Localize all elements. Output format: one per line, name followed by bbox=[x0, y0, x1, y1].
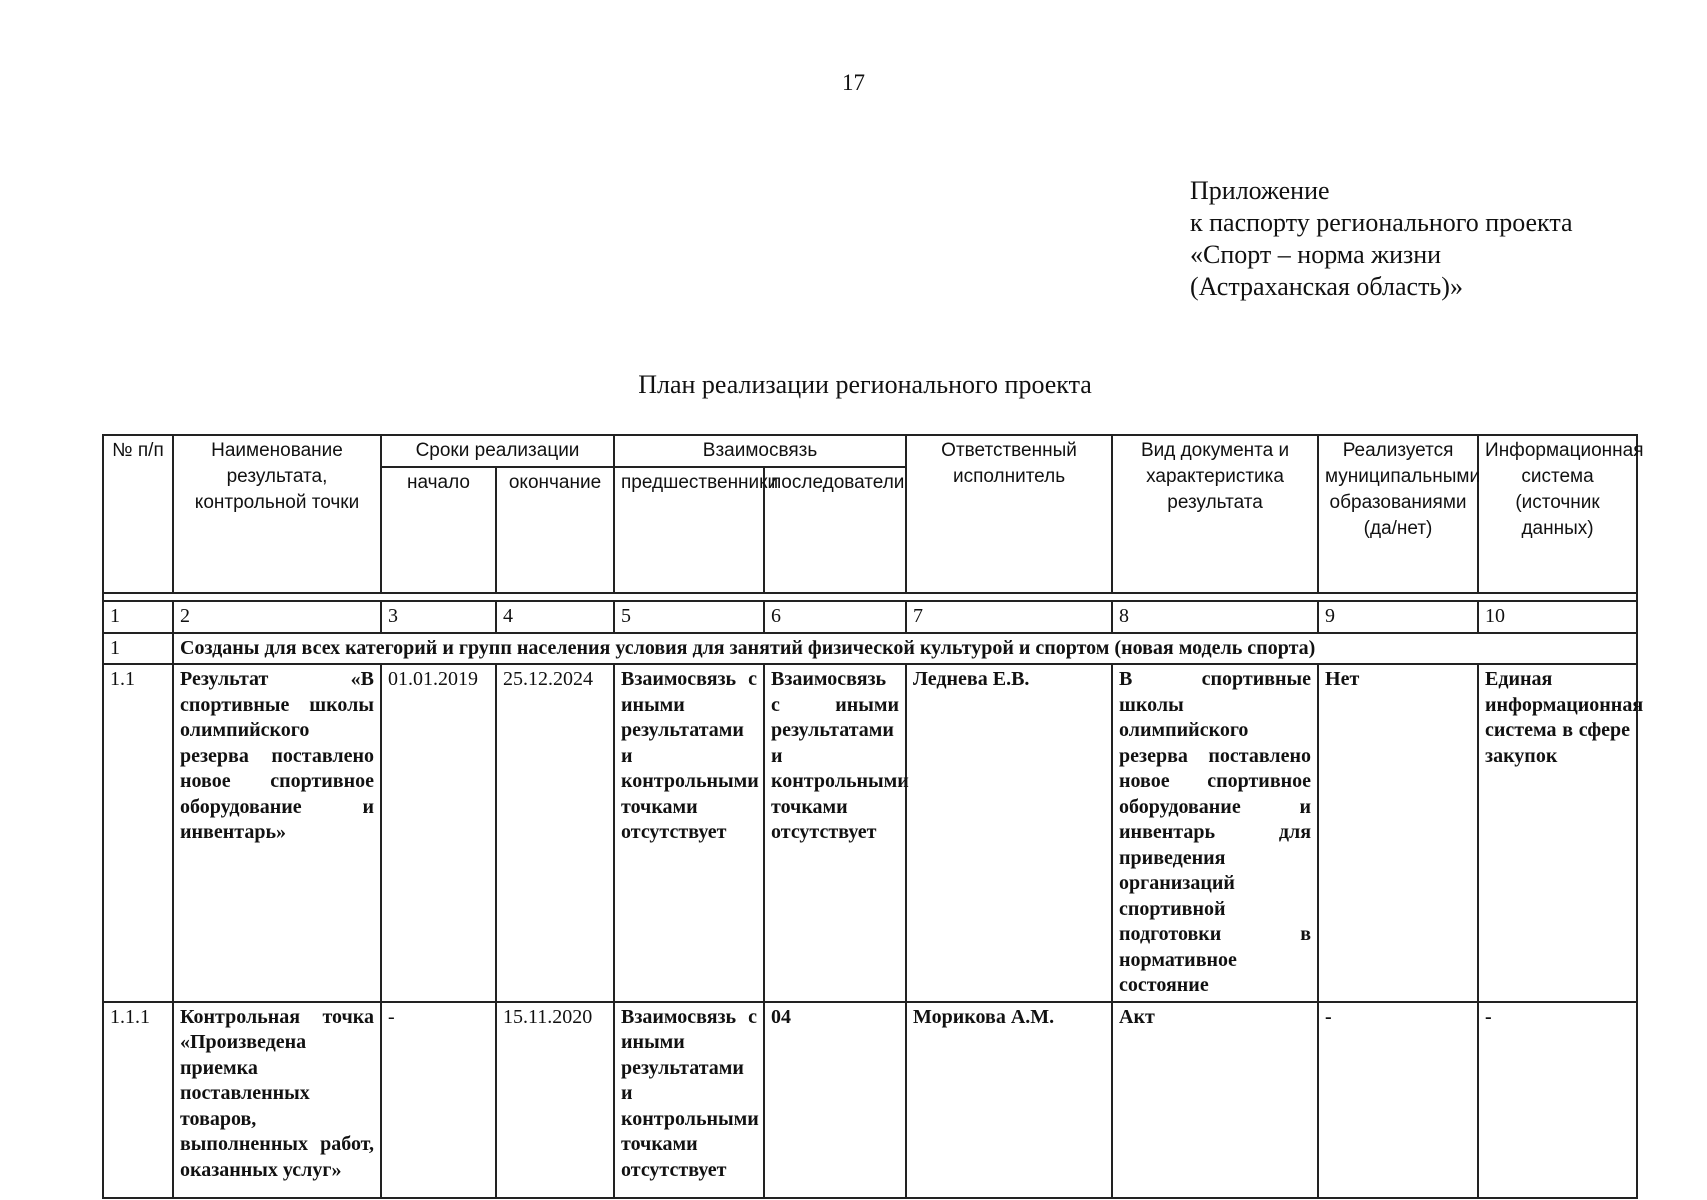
header-name: Наименование результата, контрольной точки bbox=[173, 435, 381, 593]
header-predecessors: предшественники bbox=[614, 467, 764, 593]
row-doc-type: Акт bbox=[1112, 1002, 1318, 1198]
section-num: 1 bbox=[103, 633, 173, 665]
column-number: 7 bbox=[906, 601, 1112, 633]
row-municipal: - bbox=[1318, 1002, 1478, 1198]
appendix-heading bbox=[1190, 175, 1573, 303]
row-num: 1.1.1 bbox=[103, 1002, 173, 1198]
plan-title: План реализации регионального проекта bbox=[638, 370, 1092, 399]
appendix-line: «Спорт – норма жизни bbox=[1190, 240, 1442, 269]
row-responsible: Морикова А.М. bbox=[906, 1002, 1112, 1198]
row-successors: 04 bbox=[764, 1002, 906, 1198]
column-number: 4 bbox=[496, 601, 614, 633]
row-predecessors: Взаимосвязь с иными результатами и контрольными точками отсутствует bbox=[614, 1002, 764, 1198]
header-start: начало bbox=[381, 467, 496, 593]
separator bbox=[103, 593, 1637, 601]
table-row bbox=[103, 664, 1637, 1002]
header-municipal: Реализуется муниципальными образованиями (да/нет) bbox=[1318, 435, 1478, 593]
column-number: 3 bbox=[381, 601, 496, 633]
row-num: 1.1 bbox=[103, 664, 173, 1002]
separator-cell bbox=[103, 593, 1637, 601]
row-municipal: Нет bbox=[1318, 664, 1478, 1002]
row-start: - bbox=[381, 1002, 496, 1198]
column-number-row bbox=[103, 601, 1637, 633]
table-row bbox=[103, 1002, 1637, 1198]
header-relation: Взаимосвязь bbox=[614, 435, 906, 467]
column-number: 1 bbox=[103, 601, 173, 633]
header-successors: последователи bbox=[764, 467, 906, 593]
row-predecessors: Взаимосвязь с иными результатами и контрольными точками отсутствует bbox=[614, 664, 764, 1002]
row-doc-type: В спортивные школы олимпийского резерва поставлено новое спортивное оборудование и инвентарь для приведения организаций спортивной подготовки в нормативное состояние bbox=[1112, 664, 1318, 1002]
page-number: 17 bbox=[842, 70, 865, 95]
row-end: 15.11.2020 bbox=[496, 1002, 614, 1198]
header-terms: Сроки реализации bbox=[381, 435, 614, 467]
row-end: 25.12.2024 bbox=[496, 664, 614, 1002]
header-num: № п/п bbox=[103, 435, 173, 593]
column-number: 2 bbox=[173, 601, 381, 633]
row-info-system: Единая информационная система в сфере закупок bbox=[1478, 664, 1637, 1002]
column-number: 9 bbox=[1318, 601, 1478, 633]
row-name: Контрольная точка «Произведена приемка поставленных товаров, выполненных работ, оказанных услуг» bbox=[173, 1002, 381, 1198]
section-title: Созданы для всех категорий и групп населения условия для занятий физической культурой и спортом (новая модель спорта) bbox=[173, 633, 1637, 665]
row-successors: Взаимосвязь с иными результатами и контрольными точками отсутствует bbox=[764, 664, 906, 1002]
section-row bbox=[103, 633, 1637, 665]
header-end: окончание bbox=[496, 467, 614, 593]
header-row bbox=[103, 435, 1637, 467]
row-start: 01.01.2019 bbox=[381, 664, 496, 1002]
column-number: 10 bbox=[1478, 601, 1637, 633]
implementation-plan-table bbox=[102, 434, 1644, 1199]
row-info-system: - bbox=[1478, 1002, 1637, 1198]
appendix-line: Приложение bbox=[1190, 176, 1330, 205]
column-number: 5 bbox=[614, 601, 764, 633]
header-responsible: Ответственный исполнитель bbox=[906, 435, 1112, 593]
header-doc-type: Вид документа и характеристика результата bbox=[1112, 435, 1318, 593]
row-name: Результат «В спортивные школы олимпийского резерва поставлено новое спортивное оборудование и инвентарь» bbox=[173, 664, 381, 1002]
appendix-line: (Астраханская область)» bbox=[1190, 272, 1463, 301]
column-number: 8 bbox=[1112, 601, 1318, 633]
header-info-system: Информационная система (источник данных) bbox=[1478, 435, 1637, 593]
column-number: 6 bbox=[764, 601, 906, 633]
appendix-line: к паспорту регионального проекта bbox=[1190, 208, 1573, 237]
row-responsible: Леднева Е.В. bbox=[906, 664, 1112, 1002]
